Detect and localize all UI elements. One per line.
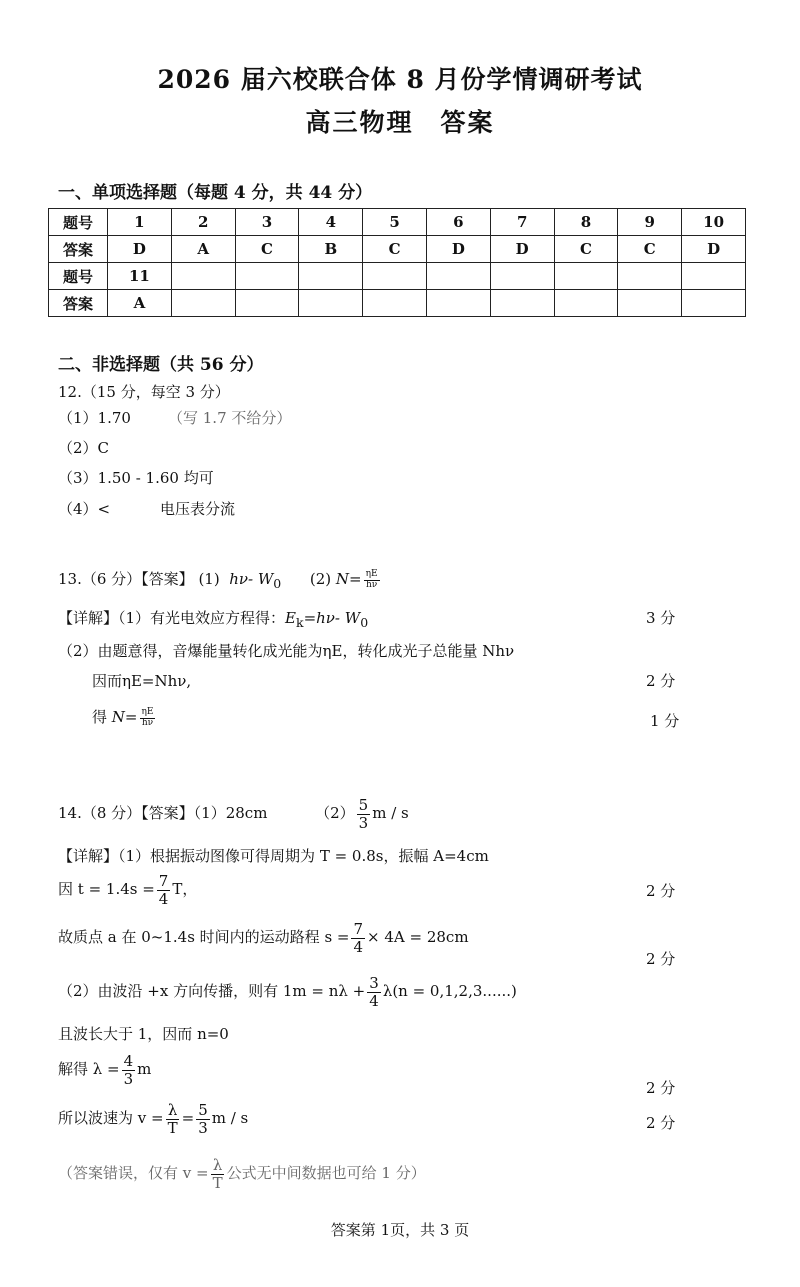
row-label: 答案	[49, 236, 108, 263]
q14-detail-2	[58, 873, 197, 907]
q14-head: 14.（8 分）【答案】（1）28cm	[58, 804, 268, 822]
q14-detail-3a: 故质点 a 在 0~1.4s 时间内的运动路程 s =	[58, 928, 350, 946]
q14-detail-2b: T，	[172, 880, 198, 898]
row-label: 题号	[49, 263, 108, 290]
q13-detail-4	[92, 706, 157, 728]
q14-detail-2a: 因 t = 1.4s =	[58, 880, 155, 898]
fraction-numerator: 5	[358, 796, 369, 814]
q12-answer-4: （4）<	[58, 500, 111, 518]
table-row	[49, 209, 746, 236]
q14-detail-7-fraction-1	[166, 1102, 180, 1136]
q14-detail-7	[58, 1102, 248, 1136]
q14-detail-6a: 解得 λ =	[58, 1060, 120, 1078]
question-number: 6	[426, 209, 490, 236]
score-label: 2 分	[646, 882, 676, 900]
q13-detail-1-formula-b: =hν- W	[303, 609, 361, 627]
fraction-denominator: 4	[158, 889, 169, 908]
q13-ans2-label: (2)	[309, 570, 332, 588]
q14-detail-4b: λ(n = 0,1,2,3......)	[382, 982, 517, 1000]
fraction-denominator: T	[167, 1118, 178, 1137]
question-number: 1	[108, 209, 172, 236]
score-label: 2 分	[646, 950, 676, 968]
q12-answer-1: （1）1.70	[58, 409, 131, 427]
q13-detail-3: 因而ηE=Nhν,	[92, 672, 192, 690]
score-label: 2 分	[646, 1114, 676, 1132]
fraction-denominator: T	[212, 1173, 223, 1192]
question-number: 8	[554, 209, 618, 236]
question-number: 9	[618, 209, 682, 236]
q13-answer-line	[58, 568, 382, 591]
q14-detail-6	[58, 1053, 151, 1087]
q14-detail-7-fraction-2	[196, 1102, 210, 1136]
question-number: 3	[235, 209, 299, 236]
q14-detail-7b: m / s	[211, 1109, 249, 1127]
q13-detail-1-sub-0: 0	[360, 615, 369, 630]
score-label: 3 分	[646, 609, 676, 627]
q12-head: 12.（15 分，每空 3 分）	[58, 383, 230, 401]
question-number: 5	[363, 209, 427, 236]
answer-table	[48, 208, 746, 317]
q14-note-b: 公式无中间数据也可给 1 分）	[226, 1164, 426, 1182]
fraction-denominator: hν	[365, 579, 378, 590]
score-label: 1 分	[650, 712, 680, 730]
fraction-numerator: 5	[198, 1101, 208, 1119]
fraction-numerator: λ	[212, 1156, 223, 1174]
q13-ans1: hν- W	[229, 570, 274, 588]
fraction-denominator: hν	[141, 717, 154, 728]
exam-subtitle: 高三物理 答案	[305, 108, 495, 137]
score-label: 2 分	[646, 672, 676, 690]
row-label: 答案	[49, 290, 108, 317]
fraction-denominator: 4	[369, 991, 379, 1010]
q14-detail-5: 且波长大于 1，因而 n=0	[58, 1025, 229, 1043]
q12-answer-4-note: 电压表分流	[160, 500, 236, 518]
q13-detail-4-n: N=	[111, 708, 138, 726]
q14-detail-4a: （2）由波沿 +x 方向传播，则有 1m = nλ +	[58, 982, 366, 1000]
fraction-numerator: 4	[123, 1052, 134, 1070]
q13-detail-2: （2）由题意得，音爆能量转化成光能为ηE，转化成光子总能量 Nhν	[58, 642, 515, 660]
fraction-numerator: 3	[369, 974, 379, 992]
fraction-numerator: λ	[167, 1101, 178, 1119]
table-row	[49, 263, 746, 290]
answer-cell: A	[108, 290, 172, 317]
fraction-denominator: 4	[353, 937, 364, 956]
q14-detail-2-fraction	[157, 873, 171, 907]
q14-detail-4	[58, 975, 517, 1009]
q13-ans1-label: (1)	[198, 570, 220, 588]
q13-ans2-n: N=	[335, 570, 362, 588]
answer-cell: C	[618, 236, 682, 263]
answer-cell: D	[490, 236, 554, 263]
answer-cell: D	[426, 236, 490, 263]
q13-detail-1	[58, 607, 368, 630]
q14-ans2-fraction	[357, 797, 371, 831]
page-footer: 答案第 1页，共 3 页	[330, 1221, 470, 1239]
q13-detail-1-sub-k: k	[296, 615, 304, 630]
question-number: 4	[299, 209, 363, 236]
fraction-numerator: 7	[158, 872, 169, 890]
q14-detail-6-fraction	[122, 1053, 136, 1087]
q13-detail-4-text: 得	[92, 708, 108, 726]
q14-detail-7a: 所以波速为 v =	[58, 1109, 164, 1127]
q13-ans1-sub: 0	[273, 576, 282, 591]
question-number: 2	[171, 209, 235, 236]
answer-cell: B	[299, 236, 363, 263]
answer-cell: D	[682, 236, 746, 263]
q13-ans2-fraction	[364, 570, 380, 591]
q12-answer-2: （2）C	[58, 439, 110, 457]
q13-detail-1-formula-a: E	[285, 609, 296, 627]
question-number: 7	[490, 209, 554, 236]
answer-cell: A	[171, 236, 235, 263]
section2-title: 二、非选择题（共 56 分）	[58, 355, 264, 375]
answer-cell: C	[363, 236, 427, 263]
q14-answer-line	[58, 797, 409, 831]
answer-cell: D	[108, 236, 172, 263]
row-label: 题号	[49, 209, 108, 236]
fraction-denominator: 3	[358, 813, 369, 832]
fraction-denominator: 3	[198, 1118, 208, 1137]
score-label: 2 分	[646, 1079, 676, 1097]
q14-note	[58, 1157, 426, 1191]
question-number: 10	[682, 209, 746, 236]
exam-title: 2026 届六校联合体 8 月份学情调研考试	[157, 65, 643, 94]
q14-detail-3b: × 4A = 28cm	[367, 928, 469, 946]
q12-answer-3: （3）1.50 - 1.60 均可	[58, 469, 214, 487]
q14-detail-3	[58, 921, 469, 955]
table-row	[49, 236, 746, 263]
table-row	[49, 290, 746, 317]
answer-cell: C	[554, 236, 618, 263]
section1-title: 一、单项选择题（每题 4 分，共 44 分）	[58, 183, 373, 203]
q13-detail-4-fraction	[140, 708, 156, 729]
fraction-denominator: 3	[123, 1069, 134, 1088]
question-number: 11	[108, 263, 172, 290]
q14-note-fraction	[211, 1157, 225, 1191]
q14-detail-1: 【详解】（1）根据振动图像可得周期为 T = 0.8s，振幅 A=4cm	[58, 847, 489, 865]
fraction-numerator: ηE	[141, 706, 154, 717]
q14-detail-6b: m	[137, 1060, 152, 1078]
q13-head: 13.（6 分）【答案】	[58, 570, 194, 588]
q14-detail-4-fraction	[367, 975, 381, 1009]
q14-detail-7-eq: =	[181, 1109, 195, 1127]
q14-detail-3-fraction	[351, 921, 365, 955]
q12-answer-1-note: （写 1.7 不给分）	[168, 409, 292, 427]
fraction-numerator: 7	[353, 920, 364, 938]
q14-ans2-label: （2）	[315, 804, 355, 822]
q13-detail-1-text: 【详解】（1）有光电效应方程得：	[58, 609, 286, 627]
answer-cell: C	[235, 236, 299, 263]
fraction-numerator: ηE	[365, 568, 378, 579]
q14-note-a: （答案错误，仅有 v =	[58, 1164, 209, 1182]
q14-ans2-unit: m / s	[372, 804, 409, 822]
